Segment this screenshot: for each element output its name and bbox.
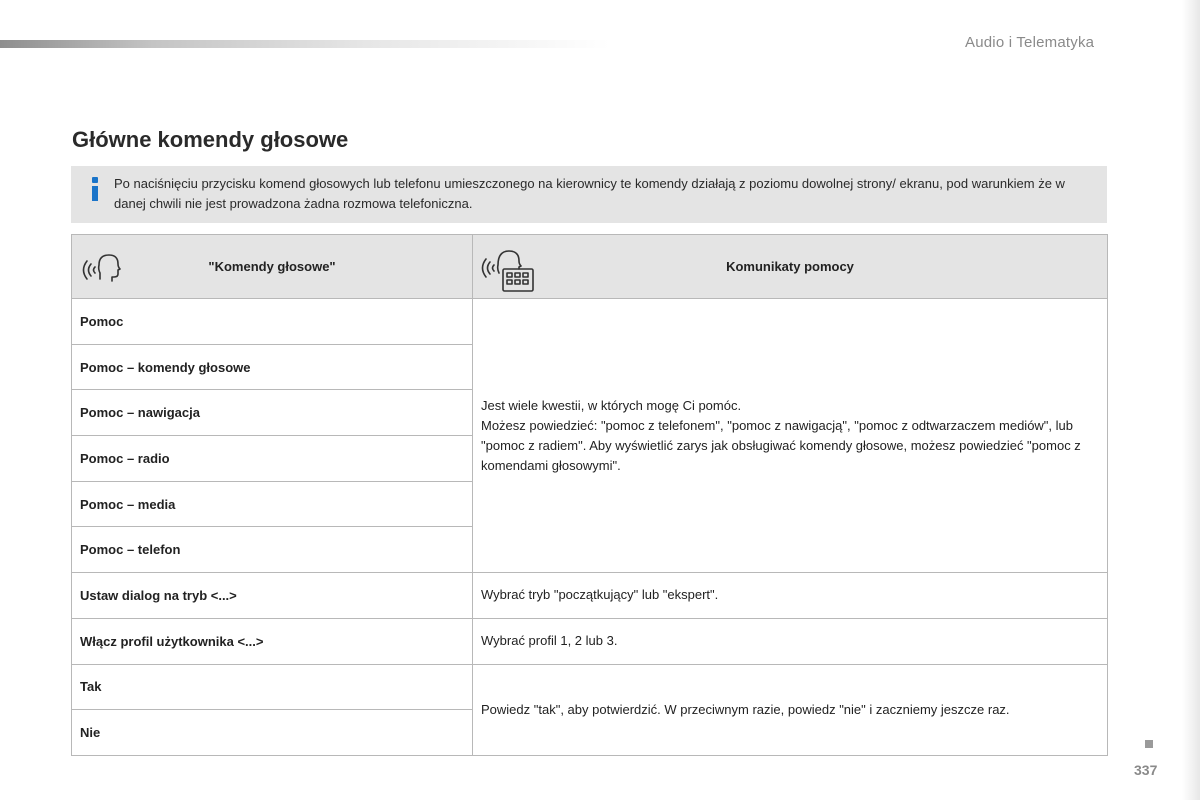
command-cell: Pomoc – radio: [72, 436, 473, 482]
page-heading: Główne komendy głosowe: [72, 127, 349, 152]
command-cell: Pomoc – nawigacja: [72, 390, 473, 436]
table-header-row: [72, 235, 1108, 299]
header-help-messages-label: Komunikaty pomocy: [726, 259, 854, 274]
info-box: [71, 166, 1107, 223]
speaking-head-icon: [78, 243, 124, 289]
header-help-messages: [473, 235, 1108, 299]
response-help-line1: Jest wiele kwestii, w których mogę Ci pomóc.: [481, 397, 742, 413]
command-cell: Tak: [72, 664, 473, 710]
header-voice-commands: [72, 235, 473, 299]
command-cell: Ustaw dialog na tryb <...>: [72, 573, 473, 619]
command-cell: Pomoc – komendy głosowe: [72, 344, 473, 390]
response-cell-confirm: Powiedz "tak", aby potwierdzić. W przeciwnym razie, powiedz "nie" i zaczniemy jeszcze raz.: [473, 664, 1108, 755]
table-row: [72, 299, 1108, 345]
info-text: Po naciśnięciu przycisku komend głosowych lub telefonu umieszczonego na kierownicy te komendy działają z poziomu dowolnej strony/ ekranu, pod warunkiem że w danej chwili nie jest prowadzona żadna rozmowa telefoniczna.: [114, 176, 1065, 211]
table-row: [72, 618, 1108, 664]
page-number: 337: [1134, 762, 1158, 778]
table-row: [72, 664, 1108, 710]
command-cell: Pomoc – media: [72, 481, 473, 527]
command-cell: Nie: [72, 710, 473, 756]
command-cell: Pomoc – telefon: [72, 527, 473, 573]
section-title: Audio i Telematyka: [965, 34, 1095, 51]
footer-square-mark: [1145, 740, 1153, 748]
command-cell: Włącz profil użytkownika <...>: [72, 618, 473, 664]
header-voice-commands-label: "Komendy głosowe": [208, 259, 336, 274]
info-icon: [89, 177, 101, 201]
speaking-head-keypad-icon: [479, 243, 541, 295]
response-cell-help: [473, 299, 1108, 573]
command-cell: Pomoc: [72, 299, 473, 345]
response-cell-dialog-mode: Wybrać tryb "początkujący" lub "ekspert".: [473, 573, 1108, 619]
page-edge-shadow: [1182, 0, 1200, 800]
response-help-line2: Możesz powiedzieć: "pomoc z telefonem", "pomoc z nawigacją", "pomoc z odtwarzaczem mediów", lub "pomoc z radiem". Aby wyświetlić zarys jak obsługiwać komendy głosowe, możesz powiedzieć "pomoc z komendami głosowymi".: [481, 417, 1081, 473]
table-row: [72, 573, 1108, 619]
voice-commands-table: [71, 234, 1108, 756]
response-cell-user-profile: Wybrać profil 1, 2 lub 3.: [473, 618, 1108, 664]
header-gradient-bar: [0, 40, 610, 48]
